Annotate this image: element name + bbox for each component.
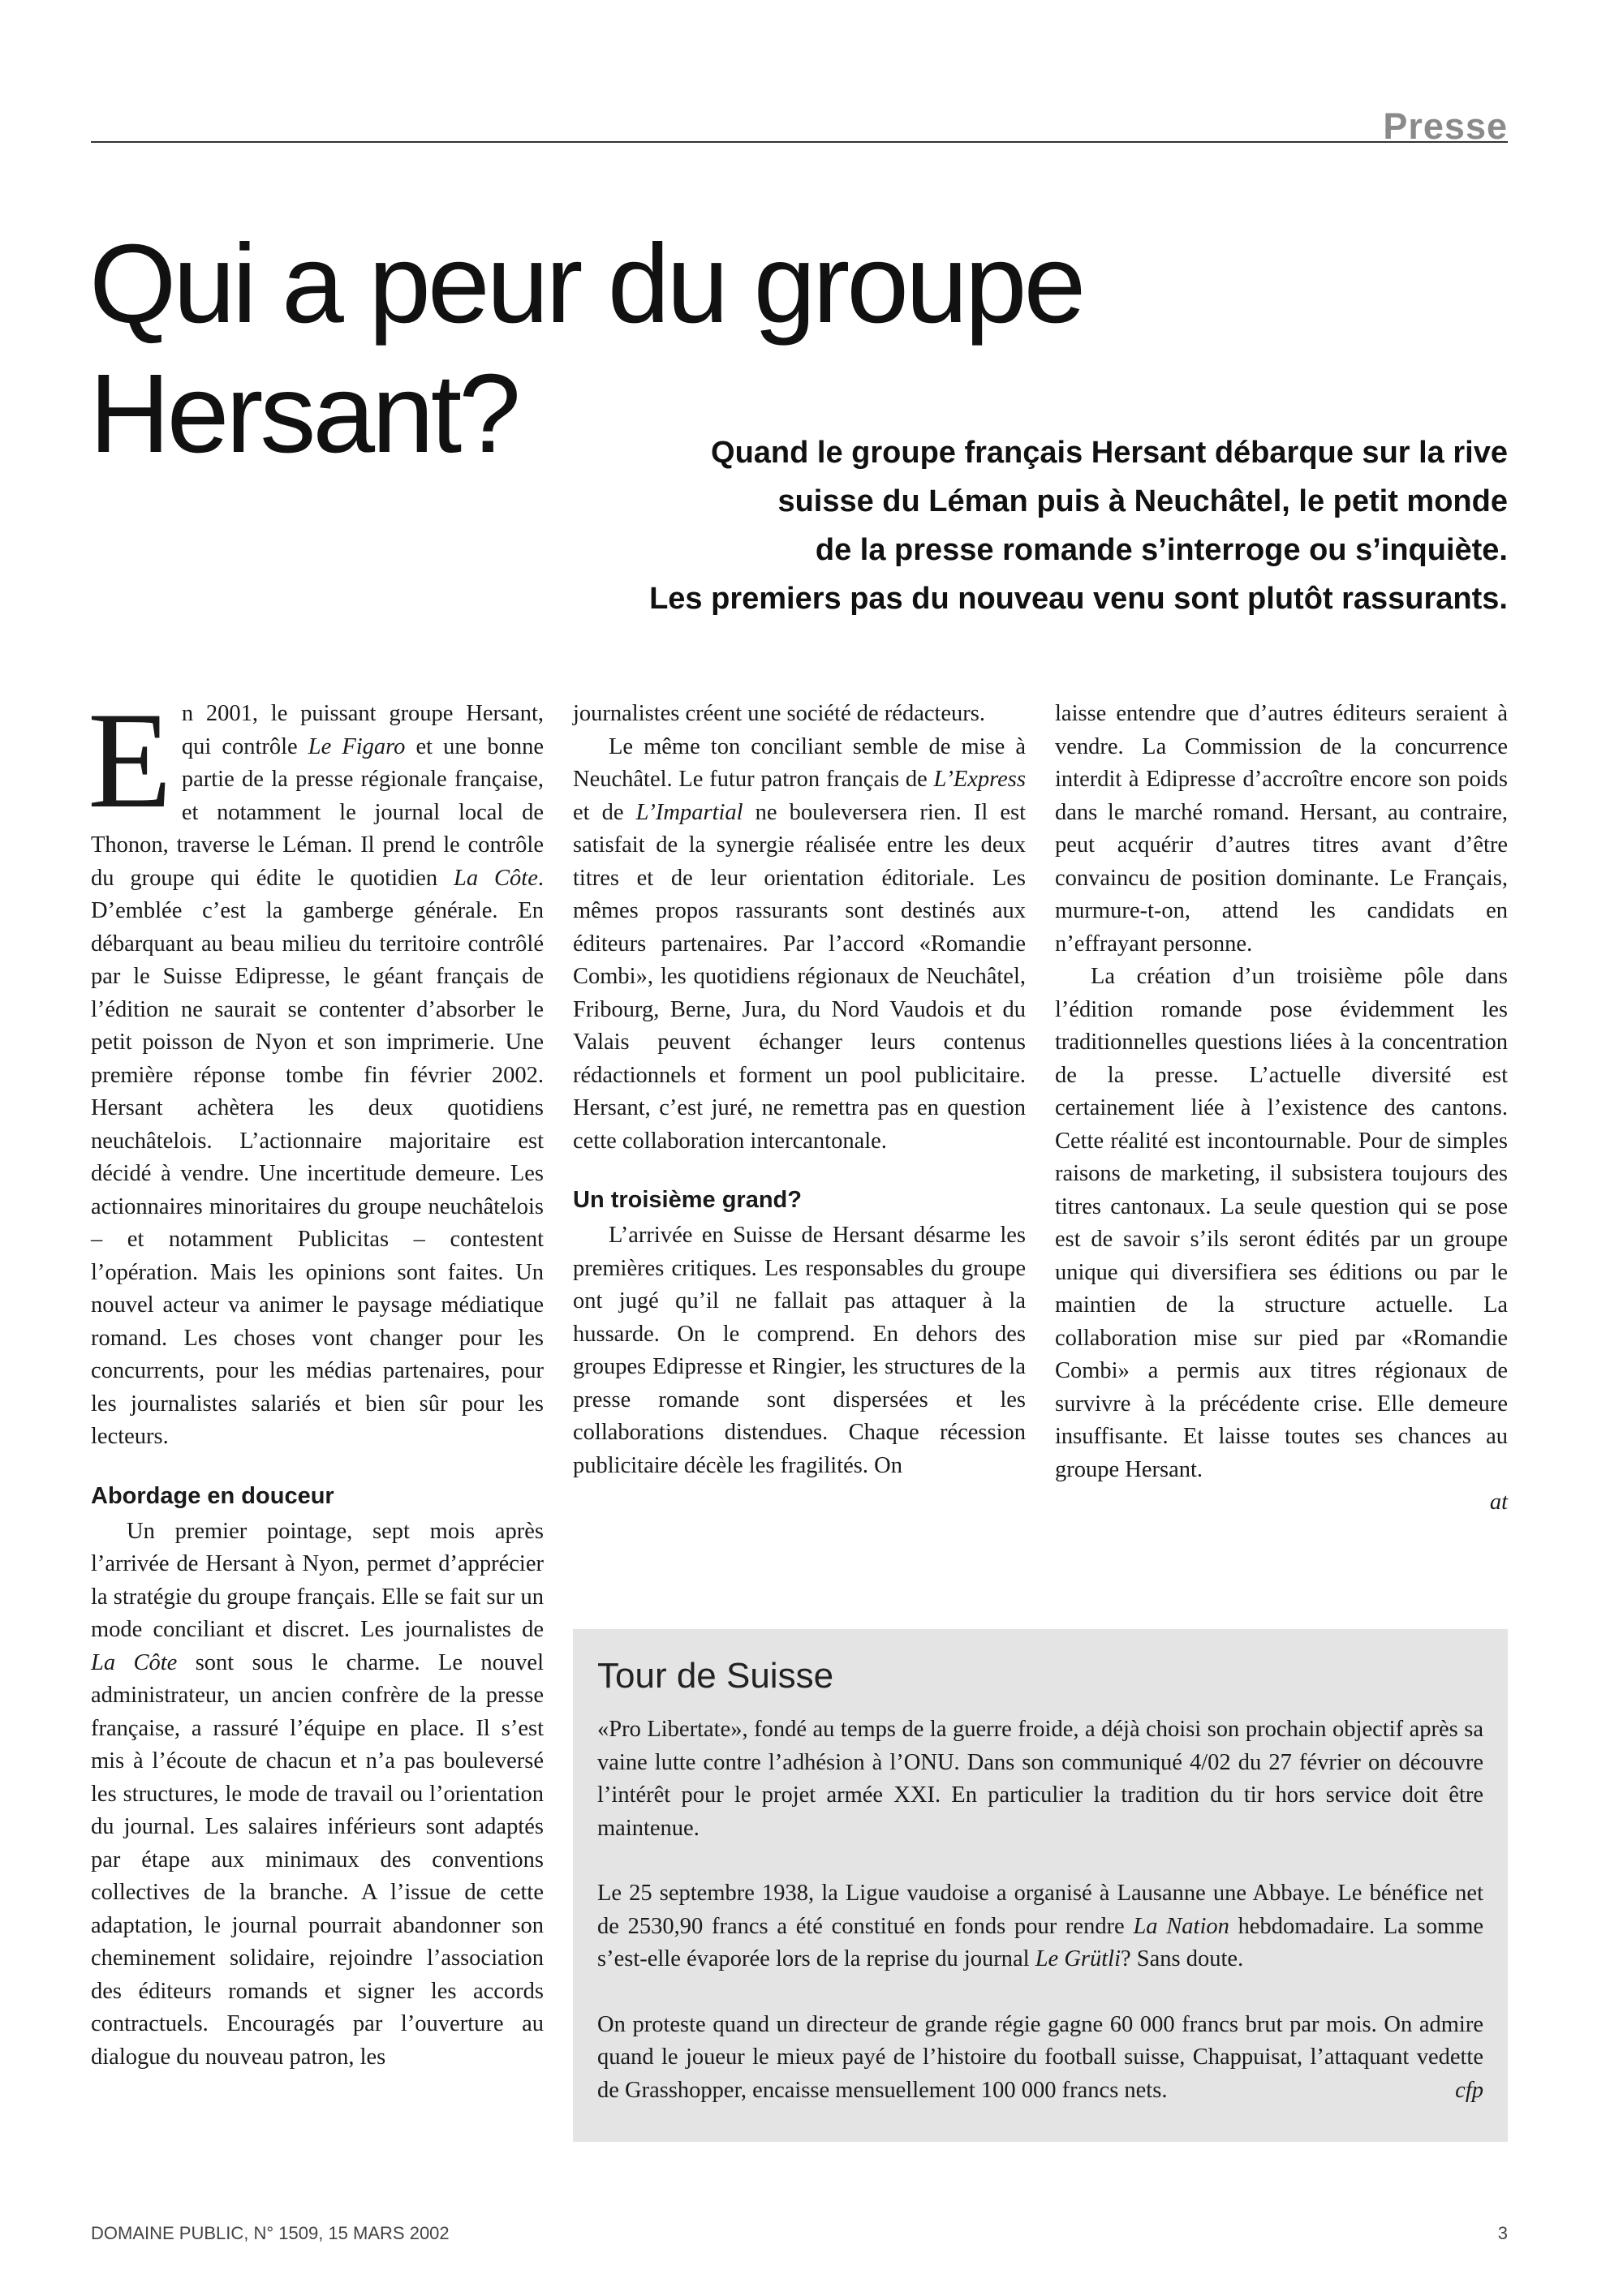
publication-name: L’Express [933,767,1026,792]
text-run: Un premier pointage, sept mois après l’arrivée de Hersant à Nyon, permet d’apprécier la stratégie du groupe français. Elle se fait sur un mode conciliant et discret. Les journalistes de [91,1518,544,1642]
drop-cap: E [88,684,172,836]
page-number: 3 [1497,2223,1508,2243]
publication-name: La Côte [454,865,538,891]
sidebar-box [573,1629,1508,2142]
section-label: Presse [1383,105,1508,147]
text-run: Le même ton conciliant semble de mise à Neuchâtel. Le futur patron français de [573,733,1026,792]
paragraph: L’arrivée en Suisse de Hersant désarme les premières critiques. Les responsables du groupe ont jugé qu’il ne fallait pas attaquer à la hussarde. On le comprend. En dehors des groupes Edipresse et Ringier, les structures de la presse romande sont dispersées et les collaborations distendues. Chaque récession publicitaire décèle les fragilités. On [573,1223,1026,1478]
author-signature: at [1489,1490,1508,1515]
footer-publication: DOMAINE PUBLIC, N° 1509, 15 MARS 2002 [91,2223,450,2243]
lede-line: Les premiers pas du nouveau venu sont plutôt rassurants. [649,582,1508,616]
text-run: et de [573,799,636,825]
sidebar-signature: cfp [1455,2077,1483,2103]
paragraph [573,731,1026,1159]
text-run: Le 25 septembre 1938, la Ligue vaudoise a organisé à Lausanne une Abbaye. Le bénéfice net de 2530,90 francs a été constitué en fonds pour rendre [597,1881,1483,1939]
subheading: Un troisième grand? [573,1187,802,1213]
publication-name: Le Grütli [1035,1946,1121,1971]
text-run: ne bouleversera rien. Il est satisfait de la synergie réalisée entre les deux titres et de leur orientation éditoriale. Les mêmes propos rassurants sont destinés aux éditeurs partenaires. Par l’accord «Romandie Combi», les quotidiens régionaux de Neuchâtel, Fribourg, Berne, Jura, du Nord Vaudois et du Valais peuvent échanger leurs contenus rédactionnels et forment un pool publicitaire. Hersant, c’est juré, ne remettra pas en question cette collaboration intercantonale. [573,799,1026,1154]
article-lede [406,428,1508,623]
header-rule [91,141,1508,143]
sidebar-paragraph: «Pro Libertate», fondé au temps de la guerre froide, a déjà choisi son prochain objectif après sa vaine lutte contre l’adhésion à l’ONU. Dans son communiqué 4/02 du 27 février on découvre l’intérêt pour le projet armée XXI. En particulier la tradition du tir hors service doit être maintenue. [597,1717,1483,1841]
sidebar-title: Tour de Suisse [597,1656,834,1696]
paragraph-intro [88,684,544,1454]
lede-line: suisse du Léman puis à Neuchâtel, le petit monde [777,484,1508,518]
article-column-2 [573,698,1026,1482]
paragraph [91,1516,544,2075]
article-column-1 [88,684,544,2074]
text-run: . D’emblée c’est la gamberge générale. En débarquant au beau milieu du territoire contrôlé par le Suisse Edipresse, le géant français de l’édition ne saurait se contenter d’absorber le petit poisson de Nyon et son imprimerie. Une première réponse tombe fin février 2002. Hersant achètera les deux quotidiens neuchâtelois. L’actionnaire majoritaire est décidé à vendre. Une incertitude demeure. Les actionnaires minoritaires du groupe neuchâtelois – et notamment Publicitas – contestent l’opération. Mais les opinions sont faites. Un nouvel acteur va animer le paysage médiatique romand. Les choses vont changer pour les concurrents, pour les médias partenaires, pour les journalistes salariés et bien sûr pour les lecteurs. [91,865,544,1449]
article-headline: Qui a peur du groupe Hersant? [89,221,1083,476]
publication-name: La Côte [91,1649,178,1675]
paragraph-continued: journalistes créent une société de rédacteurs. [573,701,986,726]
article-column-3 [1055,698,1508,1520]
publication-name: L’Impartial [635,799,743,825]
paragraph: La création d’un troisième pôle dans l’édition romande pose évidemment les traditionnelles questions liées à la concentration de la presse. L’actuelle diversité est certainement liée à l’existence des cantons. Cette réalité est incontournable. Pour de simples raisons de marketing, il subsistera toujours des titres cantonaux. La seule question qui se pose est de savoir s’ils seront édités par un groupe unique qui diversifiera ses éditions ou par le maintien de la structure actuelle. La collaboration mise sur pied par «Romandie Combi» a permis aux titres régionaux de survivre à la précédente crise. Elle demeure insuffisante. Et laisse toutes ses chances au groupe Hersant. [1055,964,1508,1482]
text-run: hebdomadaire. La somme s’est-elle évaporée lors de la reprise du journal [597,1913,1484,1971]
publication-name: La Nation [1133,1913,1229,1939]
text-run: ? Sans doute. [1121,1946,1244,1971]
subheading: Abordage en douceur [91,1482,334,1509]
lede-line: de la presse romande s’interroge ou s’inquiète. [815,533,1508,567]
sidebar-paragraph [597,1877,1483,1976]
text-run: On proteste quand un directeur de grande régie gagne 60 000 francs brut par mois. On admire quand le joueur le mieux payé de l’histoire du football suisse, Chappuisat, l’attaquant vedette de Grasshopper, encaisse mensuellement 100 000 francs nets. [597,2011,1483,2103]
publication-name: Le Figaro [308,733,406,759]
lede-line: Quand le groupe français Hersant débarque sur la rive [711,436,1508,470]
text-run: n 2001, le puissant groupe Hersant, qui contrôle [181,701,544,759]
text-run: sont sous le charme. Le nouvel administrateur, un ancien confrère de la presse française, a rassuré l’équipe en place. Il s’est mis à l’écoute de chacun et n’a pas bouleversé les structures, le mode de travail ou l’orientation du journal. Les salaires inférieurs sont adaptés par étape aux minimaux des conventions collectives de la branche. A l’issue de cette adaptation, le journal pourrait abandonner son cheminement solidaire, rejoindre l’association des éditeurs romands et signer les accords contractuels. Encouragés par l’ouverture au dialogue du nouveau patron, les [91,1649,544,2070]
text-run: et une bonne partie de la presse régionale française, et notamment le journal local de Thonon, traverse le Léman. Il prend le contrôle du groupe qui édite le quotidien [91,733,544,891]
paragraph-continued: laisse entendre que d’autres éditeurs seraient à vendre. La Commission de la concurrence interdit à Edipresse d’accroître encore son poids dans le marché romand. Hersant, au contraire, peut acquérir d’autres titres avant d’être convaincu de position dominante. Le Français, murmure-t-on, attend les candidats en n’effrayant personne. [1055,701,1508,957]
sidebar-paragraph [597,2009,1483,2108]
